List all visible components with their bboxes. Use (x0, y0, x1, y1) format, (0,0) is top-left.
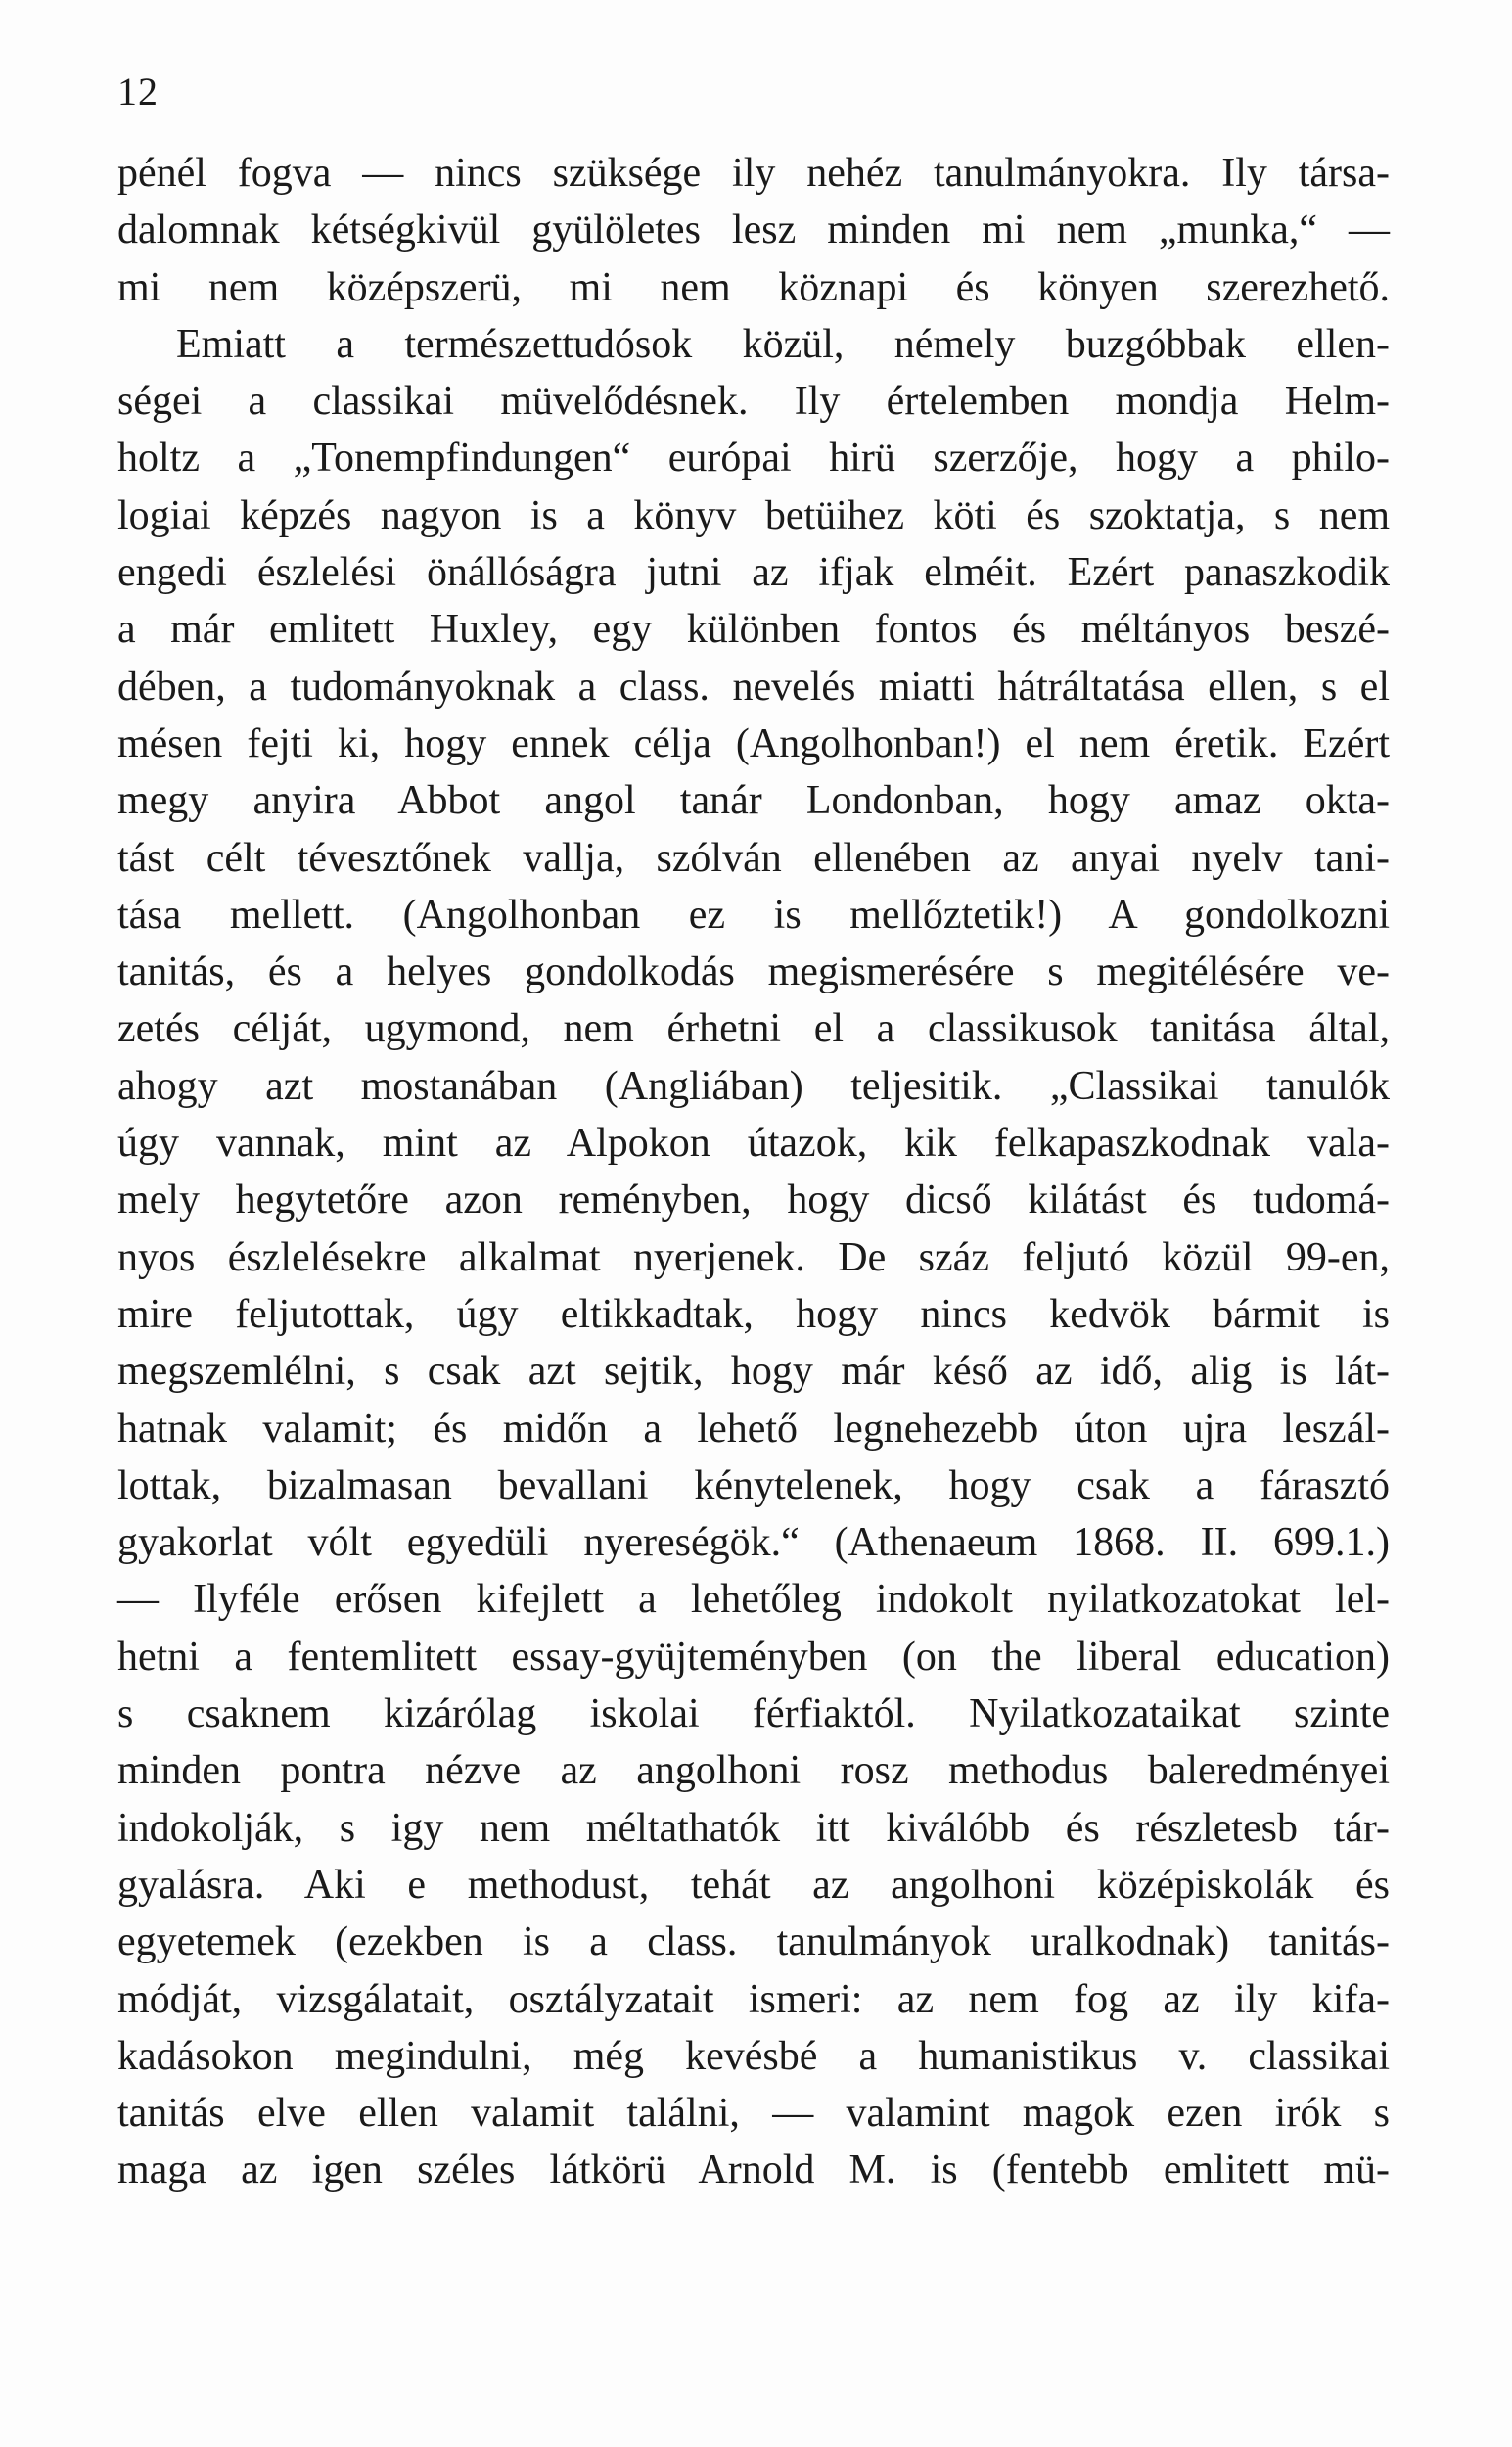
text-line: indokolják, s igy nem méltathatók itt kiválóbb és részletesb tár- (117, 1805, 1390, 1851)
page-number: 12 (117, 69, 159, 114)
text-line: gyalásra. Aki e methodust, tehát az angolhoni középiskolák és (117, 1862, 1390, 1908)
text-line: dében, a tudományoknak a class. nevelés miatti hátráltatása ellen, s el (117, 664, 1390, 710)
text-line: mésen fejti ki, hogy ennek célja (Angolhonban!) el nem éretik. Ezért (117, 720, 1390, 766)
text-line: logiai képzés nagyon is a könyv betüihez köti és szoktatja, s nem (117, 492, 1390, 538)
text-line: hetni a fentemlitett essay-gyüjteményben (on the liberal education) (117, 1634, 1390, 1680)
text-line: megszemlélni, s csak azt sejtik, hogy már késő az idő, alig is lát- (117, 1349, 1390, 1395)
body-text (117, 145, 1390, 2199)
text-line: módját, vizsgálatait, osztályzatait ismeri: az nem fog az ily kifa- (117, 1976, 1390, 2022)
text-line: ségei a classikai müvelődésnek. Ily értelemben mondja Helm- (117, 379, 1390, 425)
text-line: tást célt tévesztőnek vallja, szólván ellenében az anyai nyelv tani- (117, 835, 1390, 881)
text-line: megy anyira Abbot angol tanár Londonban, hogy amaz okta- (117, 778, 1390, 824)
text-line: mely hegytetőre azon reményben, hogy dicső kilátást és tudomá- (117, 1177, 1390, 1224)
text-line: engedi észlelési önállóságra jutni az ifjak elméit. Ezért panaszkodik (117, 550, 1390, 596)
text-line: — Ilyféle erősen kifejlett a lehetőleg indokolt nyilatkozatokat lel- (117, 1577, 1390, 1623)
text-line: minden pontra nézve az angolhoni rosz methodus baleredményei (117, 1748, 1390, 1794)
text-line: s csaknem kizárólag iskolai férfiaktól. Nyilatkozataikat szinte (117, 1691, 1390, 1737)
text-line: maga az igen széles látkörü Arnold M. is (fentebb emlitett mü- (117, 2147, 1390, 2193)
text-line: Emiatt a természettudósok közül, némely buzgóbbak ellen- (176, 321, 1390, 367)
text-line: kadásokon megindulni, még kevésbé a humanistikus v. classikai (117, 2033, 1390, 2079)
text-line: zetés célját, ugymond, nem érhetni el a classikusok tanitása által, (117, 1006, 1390, 1052)
text-line: a már emlitett Huxley, egy különben fontos és méltányos beszé- (117, 607, 1390, 653)
text-line: tása mellett. (Angolhonban ez is mellőztetik!) A gondolkozni (117, 892, 1390, 938)
text-line: hatnak valamit; és midőn a lehető legnehezebb úton ujra leszál- (117, 1406, 1390, 1452)
text-line: egyetemek (ezekben is a class. tanulmányok uralkodnak) tanitás- (117, 1919, 1390, 1965)
text-line: gyakorlat vólt egyedüli nyereségök.“ (Athenaeum 1868. II. 699.1.) (117, 1520, 1390, 1566)
text-line: pénél fogva — nincs szüksége ily nehéz tanulmányokra. Ily társa- (117, 151, 1390, 196)
text-line: tanitás elve ellen valamit találni, — valamint magok ezen irók s (117, 2091, 1390, 2137)
text-line: tanitás, és a helyes gondolkodás megismerésére s megitélésére ve- (117, 949, 1390, 995)
text-line: ahogy azt mostanában (Angliában) teljesitik. „Classikai tanulók (117, 1063, 1390, 1109)
text-line: lottak, bizalmasan bevallani kénytelenek, hogy csak a fárasztó (117, 1462, 1390, 1508)
text-line: mi nem középszerü, mi nem köznapi és könyen szerezhető. (117, 264, 1390, 310)
text-line: nyos észlelésekre alkalmat nyerjenek. De száz feljutó közül 99-en, (117, 1234, 1390, 1280)
text-line: dalomnak kétségkivül gyülöletes lesz minden mi nem „munka,“ — (117, 208, 1390, 254)
text-line: mire feljutottak, úgy eltikkadtak, hogy nincs kedvök bármit is (117, 1291, 1390, 1337)
text-line: holtz a „Tonempfindungen“ európai hirü szerzője, hogy a philo- (117, 436, 1390, 482)
text-line: úgy vannak, mint az Alpokon útazok, kik felkapaszkodnak vala- (117, 1121, 1390, 1167)
